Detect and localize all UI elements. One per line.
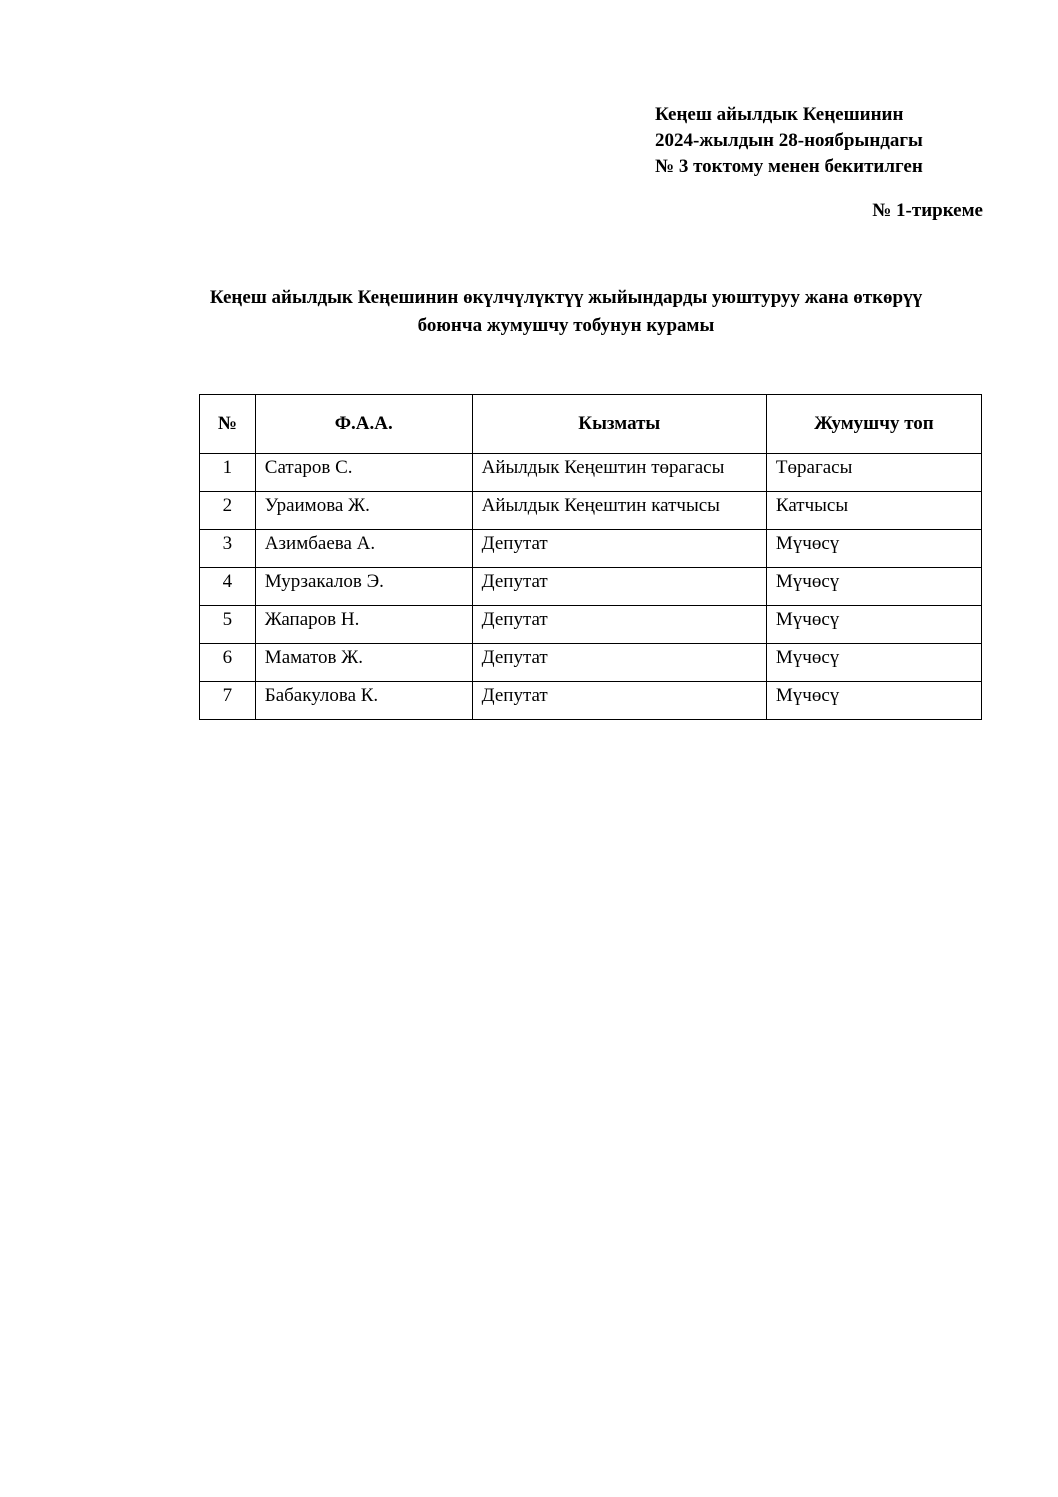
row-group-role: Мүчөсү (766, 682, 981, 720)
row-position: Айылдык Кеңештин төрагасы (472, 454, 766, 492)
row-full-name: Жапаров Н. (255, 606, 472, 644)
document-title (100, 284, 1032, 340)
working-group-table (199, 394, 982, 720)
header-position: Кызматы (472, 395, 766, 454)
table-row (200, 644, 982, 682)
header-full-name: Ф.А.А. (255, 395, 472, 454)
row-number: 3 (200, 530, 256, 568)
row-position: Депутат (472, 644, 766, 682)
row-full-name: Бабакулова К. (255, 682, 472, 720)
row-group-role: Төрагасы (766, 454, 981, 492)
row-position: Депутат (472, 530, 766, 568)
row-group-role: Мүчөсү (766, 530, 981, 568)
table-row (200, 492, 982, 530)
row-number: 1 (200, 454, 256, 492)
row-group-role: Катчысы (766, 492, 981, 530)
approval-line-3: № 3 токтому менен бекитилген (655, 156, 923, 177)
table-header-row (200, 395, 982, 454)
table-row (200, 530, 982, 568)
approval-line-1: Кеңеш айылдык Кеңешинин (655, 104, 904, 125)
row-number: 6 (200, 644, 256, 682)
row-position: Айылдык Кеңештин катчысы (472, 492, 766, 530)
row-full-name: Сатаров С. (255, 454, 472, 492)
row-full-name: Мурзакалов Э. (255, 568, 472, 606)
table-row (200, 682, 982, 720)
appendix-label: № 1-тиркеме (872, 200, 983, 221)
row-position: Депутат (472, 568, 766, 606)
document-title-line-1: Кеңеш айылдык Кеңешинин өкүлчүлүктүү жыйындарды уюштуруу жана өткөрүү (209, 287, 923, 308)
row-group-role: Мүчөсү (766, 568, 981, 606)
row-number: 5 (200, 606, 256, 644)
table-row (200, 568, 982, 606)
row-number: 2 (200, 492, 256, 530)
row-number: 7 (200, 682, 256, 720)
row-group-role: Мүчөсү (766, 606, 981, 644)
row-full-name: Ураимова Ж. (255, 492, 472, 530)
row-number: 4 (200, 568, 256, 606)
approval-line-2: 2024-жылдын 28-ноябрындагы (655, 130, 923, 151)
header-number: № (200, 395, 256, 454)
row-position: Депутат (472, 682, 766, 720)
row-position: Депутат (472, 606, 766, 644)
table-row (200, 606, 982, 644)
row-full-name: Азимбаева А. (255, 530, 472, 568)
approval-block (655, 102, 923, 180)
document-title-line-2: боюнча жумушчу тобунун курамы (417, 315, 715, 336)
row-group-role: Мүчөсү (766, 644, 981, 682)
table-row (200, 454, 982, 492)
row-full-name: Маматов Ж. (255, 644, 472, 682)
header-group-role: Жумушчу топ (766, 395, 981, 454)
